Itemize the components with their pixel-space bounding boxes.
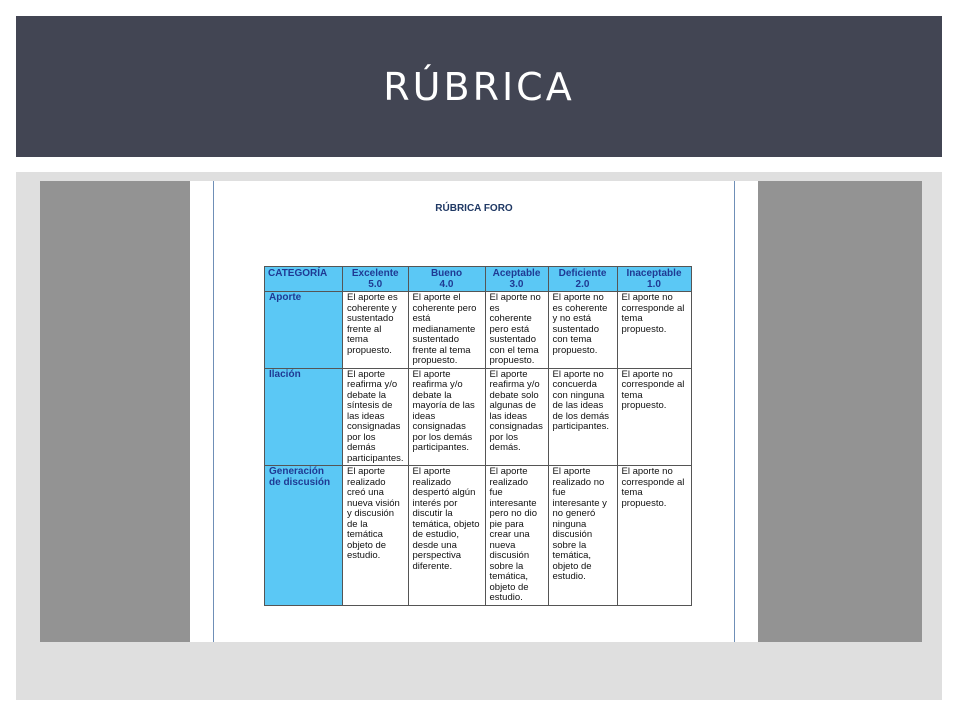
table-cell: El aporte no es coherente pero está sustentado con el tema propuesto. [485,292,548,369]
table-cell: El aporte no corresponde al tema propuesto. [617,292,691,369]
slide-content [16,172,942,700]
page-border-right [734,181,735,642]
table-header-row [265,267,692,292]
header-score: 5.0 [368,279,383,290]
table-row [265,368,692,466]
table-row [265,466,692,606]
category-cell: Aporte [265,292,343,369]
header-score: 3.0 [509,279,524,290]
table-cell: El aporte el coherente pero está medianamente sustentado frente al tema propuesto. [408,292,485,369]
document-page [190,181,758,642]
table-cell: El aporte realizado creó una nueva visión y discusión de la temática objeto de estudio. [343,466,409,606]
table-cell: El aporte realizado no fue interesante y no generó ninguna discusión sobre la temática, objeto de estudio. [548,466,617,606]
table-cell: El aporte es coherente y sustentado frente al tema propuesto. [343,292,409,369]
slide-title-bar [16,16,942,157]
table-cell: El aporte reafirma y/o debate solo algunas de las ideas consignadas por los demás. [485,368,548,466]
header-deficiente [548,267,617,292]
table-cell: El aporte no concuerda con ninguna de las ideas de los demás participantes. [548,368,617,466]
table-cell: El aporte reafirma y/o debate la mayoría de las ideas consignadas por los demás participantes. [408,368,485,466]
header-categoria [265,267,343,292]
category-cell: Generación de discusión [265,466,343,606]
header-aceptable [485,267,548,292]
document-viewer [40,181,922,642]
table-row [265,292,692,369]
header-bueno [408,267,485,292]
table-cell: El aporte no es coherente y no está sustentado con tema propuesto. [548,292,617,369]
header-label: CATEGORÍA [268,268,328,279]
header-inaceptable [617,267,691,292]
table-cell: El aporte realizado despertó algún interés por discutir la temática, objeto de estudio, desde una perspectiva diferente. [408,466,485,606]
header-excelente [343,267,409,292]
table-cell: El aporte no corresponde al tema propuesto. [617,368,691,466]
rubric-table [264,266,692,606]
category-cell: Ilación [265,368,343,466]
table-cell: El aporte no corresponde al tema propuesto. [617,466,691,606]
header-score: 1.0 [647,279,661,290]
header-score: 2.0 [575,279,590,290]
document-title: RÚBRICA FORO [435,203,513,214]
header-label: Bueno [430,268,463,279]
header-label: Excelente [351,268,399,279]
table-cell: El aporte reafirma y/o debate la síntesis de las ideas consignadas por los demás participantes. [343,368,409,466]
table-cell: El aporte realizado fue interesante pero no dio pie para crear una nueva discusión sobre la temática, objeto de estudio. [485,466,548,606]
slide-title: RÚBRICA [383,64,575,109]
header-label: Inaceptable [626,268,682,279]
header-label: Aceptable [492,268,541,279]
header-score: 4.0 [439,279,454,290]
header-label: Deficiente [558,268,607,279]
page-border-left [213,181,214,642]
